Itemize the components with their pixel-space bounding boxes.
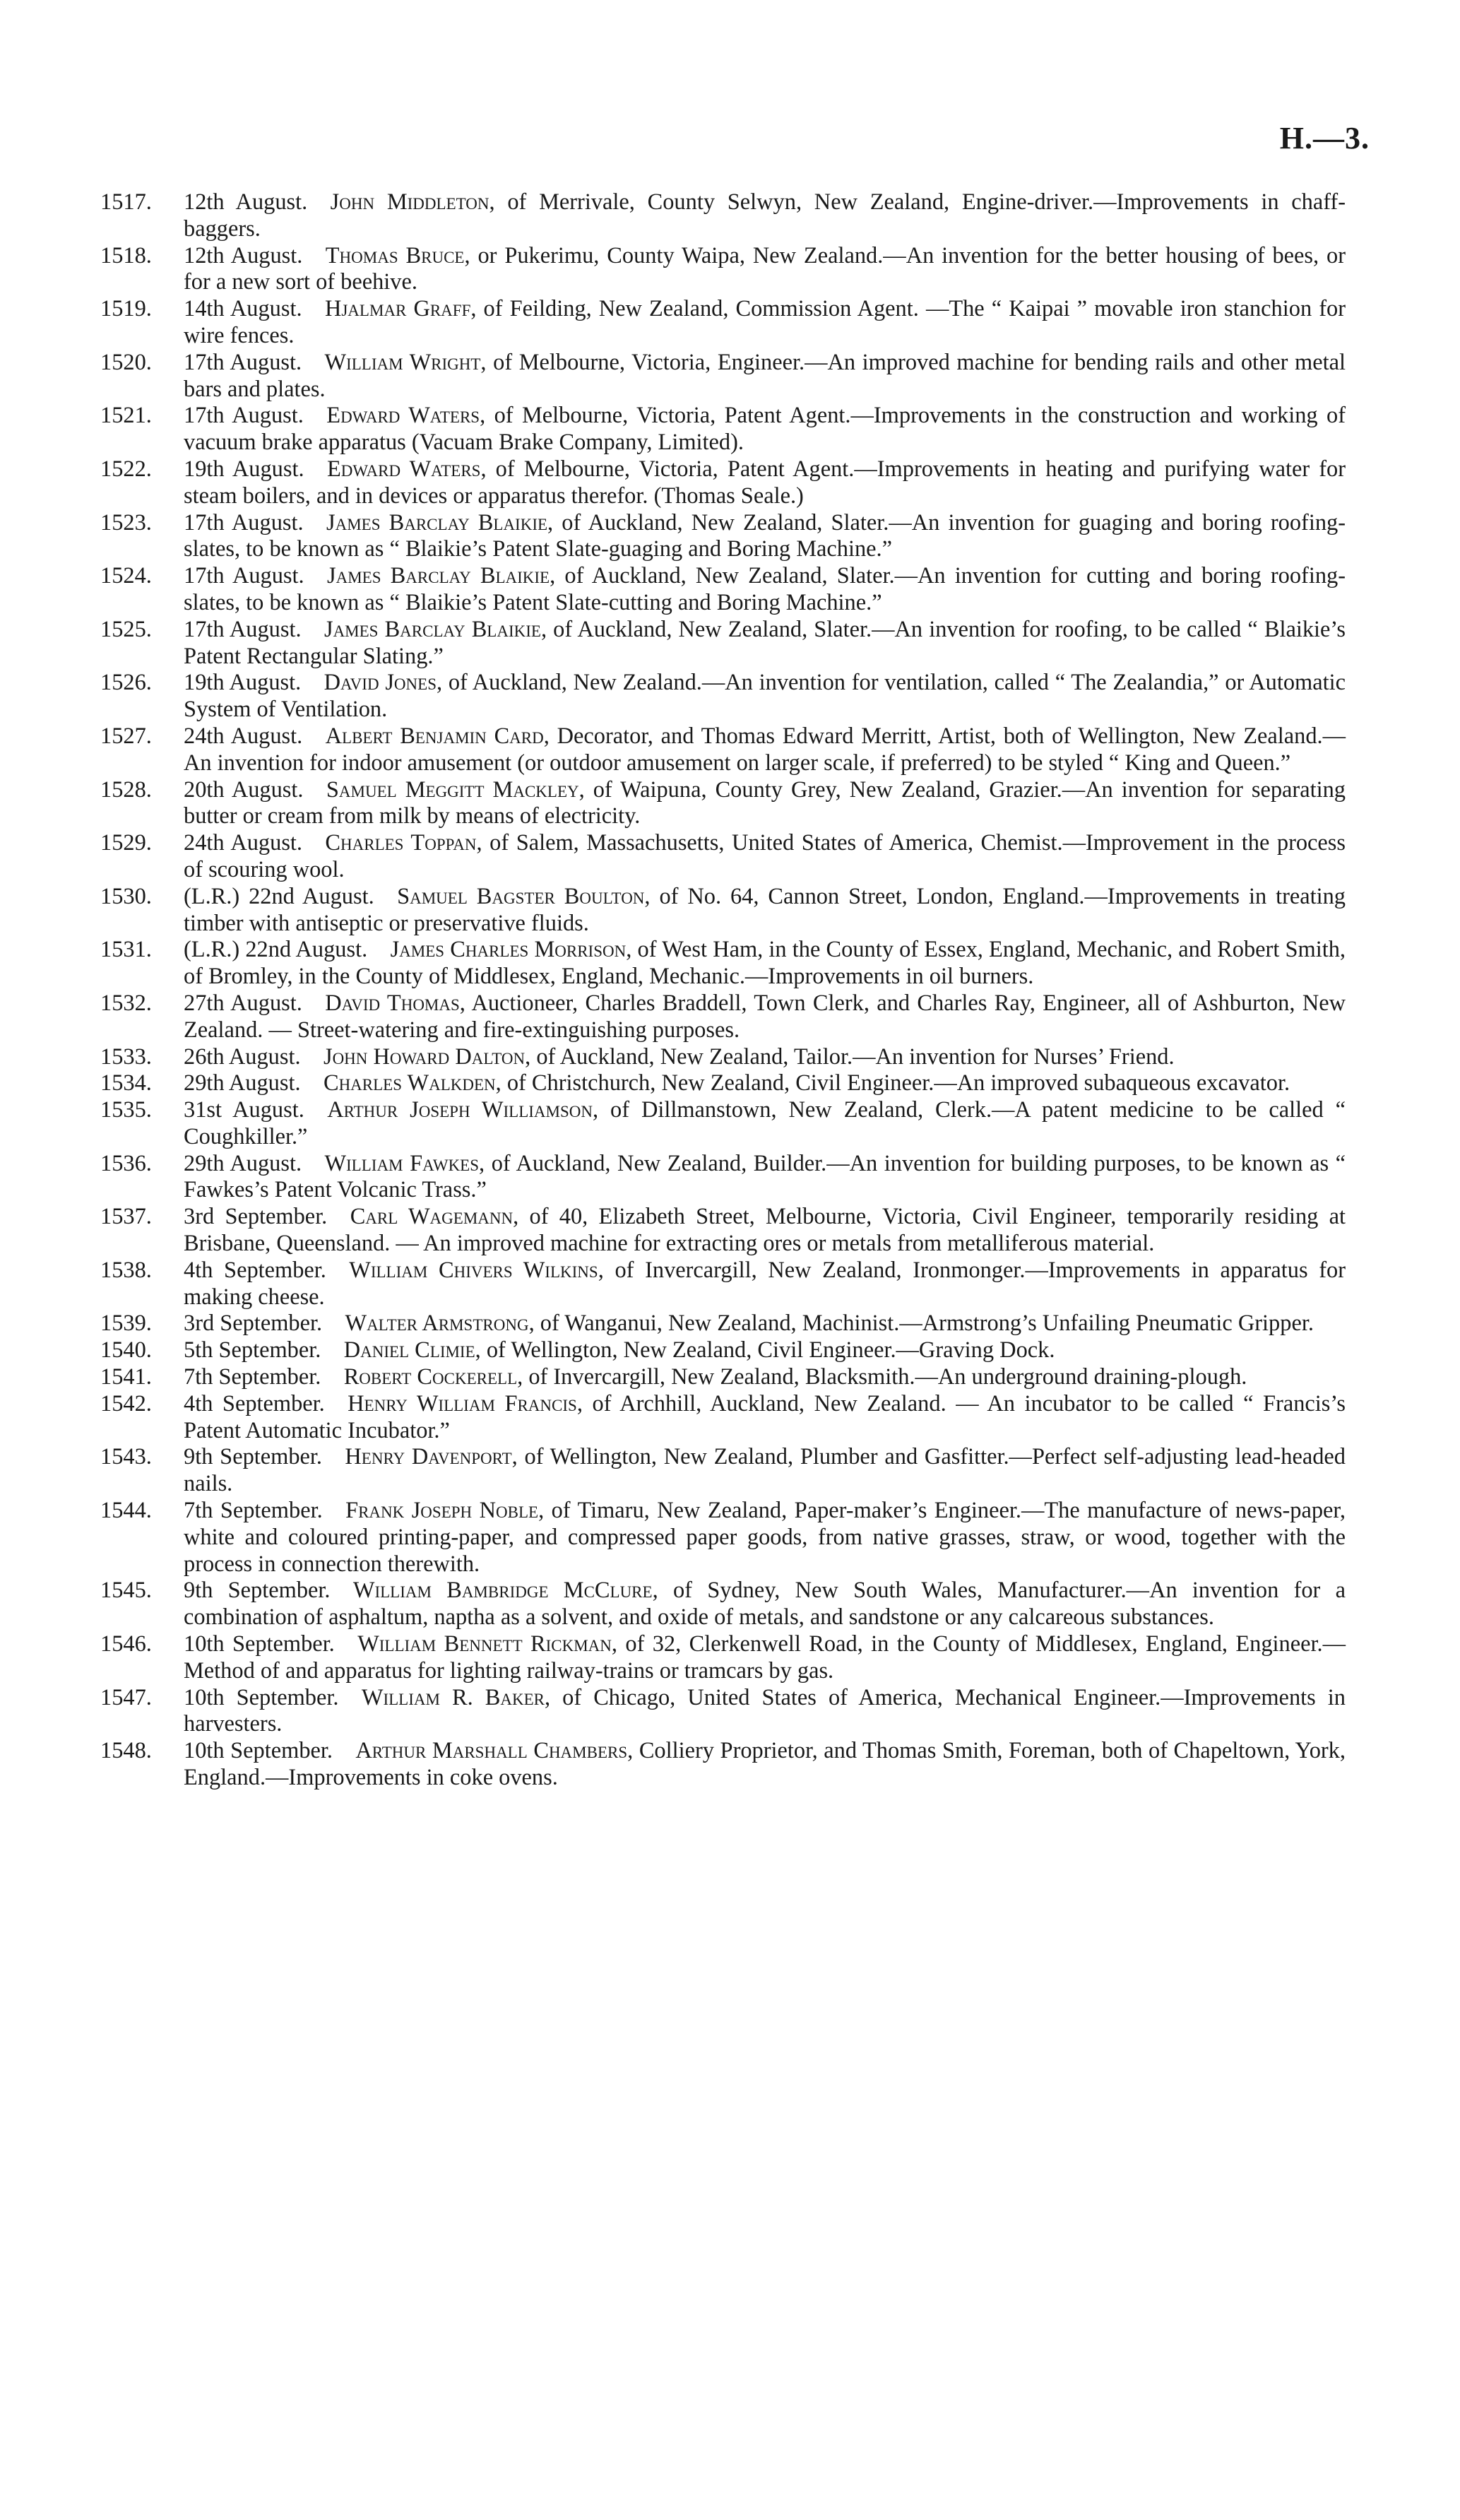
entry-description: , of Auckland, New Zealand, Slater.—An invention for guaging and boring roofing-slates, to be known as “ Blaikie’s Patent Slate-guaging and Boring Machine.” — [184, 509, 1346, 562]
patent-entry — [100, 1097, 1346, 1151]
applicant-name: Hjalmar Graff — [324, 296, 471, 322]
entry-date: 5th September. — [184, 1337, 321, 1363]
entry-body — [184, 1337, 1346, 1364]
entry-body — [184, 510, 1346, 564]
entry-description: , of Dillmanstown, New Zealand, Clerk.—A patent medicine to be called “ Coughkiller.” — [184, 1097, 1346, 1149]
patent-entry — [100, 670, 1346, 723]
entry-body — [184, 1631, 1346, 1685]
entry-body — [184, 350, 1346, 403]
entry-number: 1538. — [100, 1257, 152, 1283]
entry-date: 3rd September. — [184, 1311, 323, 1337]
entry-description: , of Merrivale, County Selwyn, New Zealand, Engine-driver.—Improvements in chaff-baggers. — [184, 189, 1346, 242]
applicant-name: Robert Cockerell — [343, 1364, 518, 1390]
entry-number: 1525. — [100, 616, 152, 642]
applicant-name: Samuel Meggitt Mackley — [326, 776, 579, 803]
entry-body — [184, 777, 1346, 831]
entry-date: 12th August. — [184, 189, 308, 215]
entry-description: , of Christchurch, New Zealand, Civil Engineer.—An improved subaqueous excavator. — [495, 1070, 1290, 1096]
entry-number: 1522. — [100, 456, 152, 482]
applicant-name: David Thomas — [325, 990, 460, 1016]
entry-date: 17th August. — [184, 563, 304, 589]
entry-number: 1531. — [100, 937, 152, 963]
entry-number: 1527. — [100, 723, 152, 749]
patent-entry — [100, 1444, 1346, 1498]
entry-number: 1545. — [100, 1578, 152, 1604]
entry-body — [184, 563, 1346, 617]
entry-date: 17th August. — [184, 403, 304, 429]
patent-entry — [100, 189, 1346, 243]
applicant-name: Thomas Bruce — [325, 242, 465, 268]
entry-description: , of Auckland, New Zealand, Slater.—An invention for roofing, to be called “ Blaikie’s Patent Rectangular Slating.” — [184, 616, 1346, 669]
applicant-name: Henry Davenport — [345, 1444, 512, 1470]
entry-body — [184, 189, 1346, 243]
patent-entry — [100, 1337, 1346, 1364]
entry-body — [184, 1204, 1346, 1258]
patent-entry — [100, 563, 1346, 617]
entry-number: 1543. — [100, 1444, 152, 1470]
entry-date: 17th August. — [184, 509, 304, 536]
entry-number: 1518. — [100, 242, 152, 268]
applicant-name: Edward Waters — [326, 403, 480, 429]
entry-date: 29th August. — [184, 1070, 301, 1096]
patent-entry — [100, 617, 1346, 670]
entry-date: 14th August. — [184, 296, 302, 322]
entry-description: , of No. 64, Cannon Street, London, England.—Improvements in treating timber with antiseptic or preservative fluids. — [184, 883, 1346, 936]
page-reference: H.—3. — [1279, 121, 1370, 155]
entry-description: , of Sydney, New South Wales, Manufacturer.—An invention for a combination of asphaltum, naptha as a solvent, and oxide of metals, and sandstone or any calcareous substances. — [184, 1578, 1346, 1631]
patent-entry — [100, 456, 1346, 510]
applicant-name: James Barclay Blaikie — [327, 563, 550, 589]
applicant-name: John Middleton — [330, 189, 489, 215]
entry-description: , of Waipuna, County Grey, New Zealand, Grazier.—An invention for separating butter or cream from milk by means of electricity. — [184, 776, 1346, 829]
applicant-name: David Jones — [324, 670, 437, 696]
entry-body — [184, 456, 1346, 510]
entry-date: 7th September. — [184, 1364, 321, 1390]
entry-number: 1540. — [100, 1337, 152, 1363]
applicant-name: William Fawkes — [324, 1150, 480, 1176]
applicant-name: Edward Waters — [326, 456, 481, 482]
entry-body — [184, 1685, 1346, 1739]
entry-number: 1521. — [100, 403, 152, 429]
entry-description: , or Pukerimu, County Waipa, New Zealand.—An invention for the better housing of bees, or for a new sort of beehive. — [184, 242, 1346, 295]
entry-date: 4th September. — [184, 1390, 325, 1416]
patent-entry — [100, 1151, 1346, 1205]
entry-number: 1534. — [100, 1070, 152, 1096]
applicant-name: James Charles Morrison — [390, 937, 627, 963]
entry-description: , of Feilding, New Zealand, Commission Agent. —The “ Kaipai ” movable iron stanchion for wire fences. — [184, 296, 1346, 348]
patent-entry — [100, 1498, 1346, 1578]
entry-number: 1533. — [100, 1043, 152, 1070]
patent-entry — [100, 510, 1346, 564]
applicant-name: James Barclay Blaikie — [326, 509, 548, 536]
entry-body — [184, 1311, 1346, 1337]
patent-entry — [100, 1631, 1346, 1685]
patent-entry — [100, 296, 1346, 350]
entry-number: 1530. — [100, 883, 152, 909]
entry-body — [184, 1391, 1346, 1445]
entry-number: 1524. — [100, 563, 152, 589]
entry-body — [184, 1444, 1346, 1498]
entry-date: 17th August. — [184, 616, 302, 642]
entry-body — [184, 617, 1346, 670]
entry-number: 1536. — [100, 1150, 152, 1176]
entry-number: 1547. — [100, 1684, 152, 1710]
applicant-name: William Bennett Rickman — [357, 1631, 612, 1657]
entry-body — [184, 990, 1346, 1044]
applicant-name: Charles Toppan — [325, 830, 477, 856]
entry-description: , of Wellington, New Zealand, Civil Engineer.—Graving Dock. — [475, 1337, 1055, 1363]
entry-number: 1544. — [100, 1498, 152, 1524]
entry-number: 1546. — [100, 1631, 152, 1657]
entry-number: 1537. — [100, 1204, 152, 1230]
entry-date: 9th September. — [184, 1578, 331, 1604]
entry-description: , Colliery Proprietor, and Thomas Smith, Foreman, both of Chapeltown, York, England.—Improvements in coke ovens. — [184, 1738, 1346, 1791]
patent-entry — [100, 243, 1346, 297]
entry-date: 7th September. — [184, 1498, 323, 1524]
entry-description: , of Auckland, New Zealand, Slater.—An invention for cutting and boring roofing-slates, to be known as “ Blaikie’s Patent Slate-cutting and Boring Machine.” — [184, 563, 1346, 615]
patent-entry — [100, 777, 1346, 831]
entry-description: , of Salem, Massachusetts, United States of America, Chemist.—Improvement in the process of scouring wool. — [184, 830, 1346, 882]
patent-entry — [100, 1070, 1346, 1097]
entry-date: 12th August. — [184, 242, 303, 268]
applicant-name: Carl Wagemann — [350, 1204, 514, 1230]
patent-entry — [100, 937, 1346, 990]
patent-entry — [100, 1258, 1346, 1311]
patent-entry — [100, 1738, 1346, 1792]
entry-body — [184, 1364, 1346, 1391]
applicant-name: Albert Benjamin Card — [325, 723, 544, 749]
entry-body — [184, 1070, 1346, 1097]
applicant-name: William Bambridge McClure — [352, 1578, 653, 1604]
entry-number: 1517. — [100, 189, 152, 215]
entry-date: 31st August. — [184, 1097, 304, 1123]
entry-description: , of Auckland, New Zealand, Tailor.—An invention for Nurses’ Friend. — [525, 1043, 1175, 1070]
entry-body — [184, 243, 1346, 297]
entry-number: 1542. — [100, 1390, 152, 1416]
entry-body — [184, 1097, 1346, 1151]
entry-description: , of 32, Clerkenwell Road, in the County of Middlesex, England, Engineer.—Method of and apparatus for lighting railway-trains or tramcars by gas. — [184, 1631, 1346, 1684]
entry-body — [184, 1044, 1346, 1071]
applicant-name: William R. Baker — [361, 1684, 545, 1710]
applicant-name: William Chivers Wilkins — [349, 1257, 598, 1283]
applicant-name: Walter Armstrong — [345, 1311, 529, 1337]
applicant-name: William Wright — [324, 349, 481, 375]
entry-description: , of 40, Elizabeth Street, Melbourne, Victoria, Civil Engineer, temporarily residing at Brisbane, Queensland. — An improved machine for extracting ores or metals from metalliferous material. — [184, 1204, 1346, 1257]
entry-number: 1528. — [100, 776, 152, 803]
patent-entry — [100, 1578, 1346, 1631]
patent-entry — [100, 1311, 1346, 1337]
entry-body — [184, 1498, 1346, 1578]
entry-body — [184, 1151, 1346, 1205]
applicant-name: Henry William Francis — [348, 1390, 577, 1416]
applicant-name: Arthur Joseph Williamson — [327, 1097, 593, 1123]
entry-number: 1520. — [100, 349, 152, 375]
applicant-name: James Barclay Blaikie — [324, 616, 541, 642]
entry-date: 4th September. — [184, 1257, 326, 1283]
entry-number: 1541. — [100, 1364, 152, 1390]
entry-number: 1526. — [100, 670, 152, 696]
entry-date: 29th August. — [184, 1150, 302, 1176]
entry-body — [184, 937, 1346, 990]
entry-number: 1548. — [100, 1738, 152, 1764]
entry-number: 1519. — [100, 296, 152, 322]
entry-date: 26th August. — [184, 1043, 301, 1070]
entry-description: , of Timaru, New Zealand, Paper-maker’s Engineer.—The manufacture of news-paper, white and coloured printing-paper, and compressed paper goods, from native grasses, straw, or wood, together with the process in connection therewith. — [184, 1498, 1346, 1577]
entry-body — [184, 403, 1346, 456]
entry-date: 24th August. — [184, 723, 303, 749]
entry-date: (L.R.) 22nd August. — [184, 883, 374, 909]
entry-body — [184, 296, 1346, 350]
applicant-name: Daniel Climie — [343, 1337, 475, 1363]
patent-entry — [100, 1685, 1346, 1739]
patent-entry — [100, 350, 1346, 403]
entry-date: 10th September. — [184, 1738, 333, 1764]
entry-date: 19th August. — [184, 670, 302, 696]
entry-date: 10th September. — [184, 1684, 339, 1710]
entry-description: , Auctioneer, Charles Braddell, Town Clerk, and Charles Ray, Engineer, all of Ashburton, New Zealand. — Street-watering and fire-extinguishing purposes. — [184, 990, 1346, 1043]
entry-description: , of Auckland, New Zealand, Builder.—An invention for building purposes, to be known as “ Fawkes’s Patent Volcanic Trass.” — [184, 1150, 1346, 1203]
entry-number: 1532. — [100, 990, 152, 1016]
entry-date: 19th August. — [184, 456, 304, 482]
entry-body — [184, 723, 1346, 777]
entry-number: 1535. — [100, 1097, 152, 1123]
entry-date: 20th August. — [184, 776, 304, 803]
patent-list — [100, 189, 1346, 1792]
entry-description: , of Wellington, New Zealand, Plumber and Gasfitter.—Perfect self-adjusting lead-headed nails. — [184, 1444, 1346, 1497]
entry-description: , of Auckland, New Zealand.—An invention for ventilation, called “ The Zealandia,” or Automatic System of Ventilation. — [184, 670, 1346, 723]
applicant-name: Arthur Marshall Chambers — [355, 1738, 628, 1764]
entry-description: , of Archhill, Auckland, New Zealand. — An incubator to be called “ Francis’s Patent Automatic Incubator.” — [184, 1390, 1346, 1443]
entry-date: 9th September. — [184, 1444, 322, 1470]
patent-entry — [100, 1044, 1346, 1071]
entry-body — [184, 884, 1346, 937]
entry-date: (L.R.) 22nd August. — [184, 937, 368, 963]
entry-description: , of Chicago, United States of America, Mechanical Engineer.—Improvements in harvesters. — [184, 1684, 1346, 1737]
patent-entry — [100, 723, 1346, 777]
entry-description: , of Melbourne, Victoria, Patent Agent.—Improvements in the construction and working of vacuum brake apparatus (Vacuam Brake Company, Limited). — [184, 403, 1346, 456]
applicant-name: John Howard Dalton — [323, 1043, 526, 1070]
patent-entry — [100, 1204, 1346, 1258]
applicant-name: Frank Joseph Noble — [345, 1498, 539, 1524]
patent-entry — [100, 830, 1346, 884]
entry-date: 3rd September. — [184, 1204, 328, 1230]
patent-entry — [100, 403, 1346, 456]
entry-description: , of Invercargill, New Zealand, Blacksmith.—An underground draining-plough. — [517, 1364, 1247, 1390]
entry-body — [184, 1738, 1346, 1792]
entry-date: 24th August. — [184, 830, 303, 856]
patent-entry — [100, 884, 1346, 937]
entry-description: , Decorator, and Thomas Edward Merritt, Artist, both of Wellington, New Zealand.—An invention for indoor amusement (or outdoor amusement on larger scale, if preferred) to be styled “ King and Queen.” — [184, 723, 1346, 776]
entry-number: 1523. — [100, 509, 152, 536]
applicant-name: Samuel Bagster Boulton — [397, 883, 645, 909]
entry-description: , of Melbourne, Victoria, Patent Agent.—Improvements in heating and purifying water for steam boilers, and in devices or apparatus therefor. (Thomas Seale.) — [184, 456, 1346, 509]
entry-description: , of Melbourne, Victoria, Engineer.—An improved machine for bending rails and other metal bars and plates. — [184, 349, 1346, 402]
patent-entry — [100, 1364, 1346, 1391]
entry-description: , of West Ham, in the County of Essex, England, Mechanic, and Robert Smith, of Bromley, in the County of Middlesex, England, Mechanic.—Improvements in oil burners. — [184, 937, 1346, 990]
entry-date: 17th August. — [184, 349, 302, 375]
entry-number: 1539. — [100, 1311, 152, 1337]
entry-body — [184, 670, 1346, 723]
entry-body — [184, 830, 1346, 884]
entry-date: 27th August. — [184, 990, 302, 1016]
patent-entry — [100, 990, 1346, 1044]
entry-description: , of Invercargill, New Zealand, Ironmonger.—Improvements in apparatus for making cheese. — [184, 1257, 1346, 1310]
entry-number: 1529. — [100, 830, 152, 856]
entry-body — [184, 1258, 1346, 1311]
entry-body — [184, 1578, 1346, 1631]
patent-entry — [100, 1391, 1346, 1445]
entry-date: 10th September. — [184, 1631, 335, 1657]
applicant-name: Charles Walkden — [323, 1070, 496, 1096]
entry-description: , of Wanganui, New Zealand, Machinist.—Armstrong’s Unfailing Pneumatic Gripper. — [528, 1311, 1314, 1337]
